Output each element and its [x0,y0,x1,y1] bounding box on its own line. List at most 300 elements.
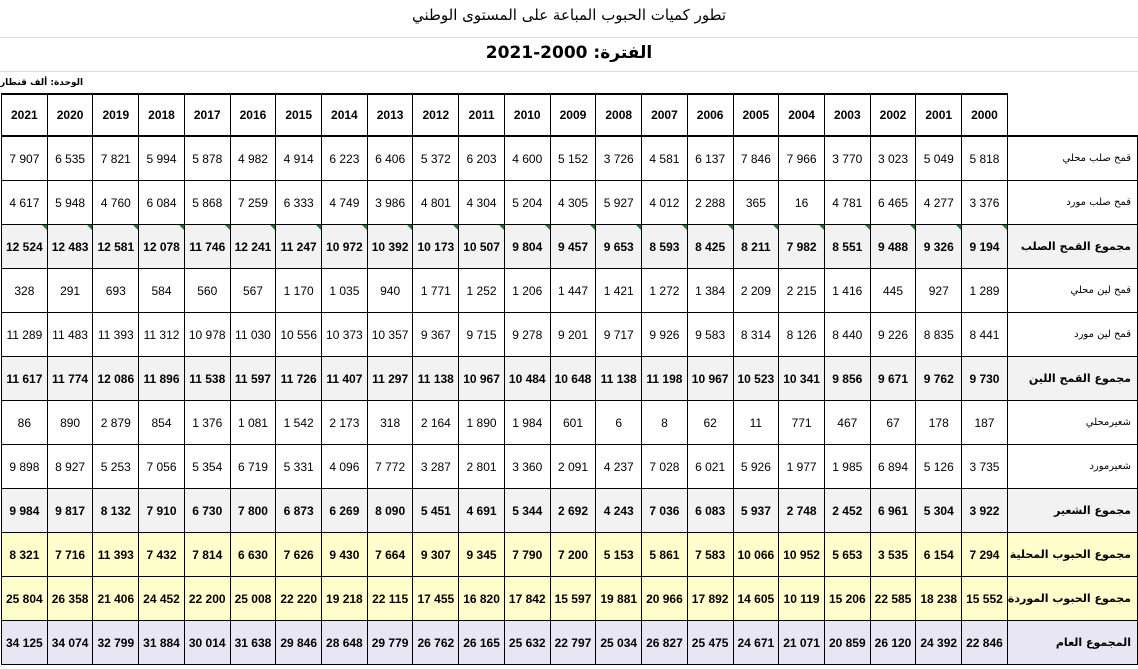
value-cell[interactable]: 6 154 [916,533,962,577]
value-cell[interactable]: 25 475 [687,621,733,665]
value-cell[interactable]: 8 440 [824,313,870,357]
value-cell[interactable]: 7 716 [47,533,93,577]
value-cell[interactable]: 8 835 [916,313,962,357]
value-cell[interactable]: 9 488 [870,225,916,269]
value-cell[interactable]: 12 241 [230,225,276,269]
row-label[interactable]: شعيرمورد [1007,445,1137,489]
row-label[interactable]: قمح لين محلي [1007,269,1137,313]
value-cell[interactable]: 9 984 [2,489,48,533]
value-cell[interactable]: 22 797 [550,621,596,665]
value-cell[interactable]: 21 406 [93,577,139,621]
value-cell[interactable]: 5 331 [276,445,322,489]
value-cell[interactable]: 2 452 [824,489,870,533]
value-cell[interactable]: 22 846 [962,621,1008,665]
value-cell[interactable]: 8 211 [733,225,779,269]
value-cell[interactable]: 10 556 [276,313,322,357]
value-cell[interactable]: 19 218 [322,577,368,621]
value-cell[interactable]: 9 653 [596,225,642,269]
error-indicator-icon [407,225,412,230]
value-cell[interactable]: 1 035 [322,269,368,313]
value-cell[interactable]: 4 691 [459,489,505,533]
value-cell[interactable]: 32 799 [93,621,139,665]
value-cell[interactable]: 3 770 [824,136,870,181]
year-header-cell: 2015 [276,94,322,136]
value-cell[interactable]: 22 585 [870,577,916,621]
row-label[interactable]: قمح لين مورد [1007,313,1137,357]
value-cell[interactable]: 15 206 [824,577,870,621]
value-cell[interactable]: 9 345 [459,533,505,577]
value-cell[interactable]: 6 223 [322,136,368,181]
row-label[interactable]: قمح صلب محلي [1007,136,1137,181]
year-header-cell: 2006 [687,94,733,136]
value-cell[interactable]: 7 664 [367,533,413,577]
value-cell[interactable]: 22 200 [184,577,230,621]
value-cell[interactable]: 1 890 [459,401,505,445]
value-cell[interactable]: 29 846 [276,621,322,665]
value-cell[interactable]: 4 237 [596,445,642,489]
value-cell[interactable]: 11 030 [230,313,276,357]
value-cell[interactable]: 601 [550,401,596,445]
value-cell[interactable]: 2 288 [687,181,733,225]
value-cell[interactable]: 6 894 [870,445,916,489]
value-cell[interactable]: 3 986 [367,181,413,225]
value-cell[interactable]: 10 484 [504,357,550,401]
value-cell[interactable]: 10 648 [550,357,596,401]
value-cell[interactable]: 10 066 [733,533,779,577]
value-cell[interactable]: 5 861 [642,533,688,577]
value-cell[interactable]: 4 617 [2,181,48,225]
value-cell[interactable]: 1 977 [779,445,825,489]
value-cell[interactable]: 17 455 [413,577,459,621]
value-cell[interactable]: 9 226 [870,313,916,357]
year-header-cell: 2000 [962,94,1008,136]
table-row [2,136,1138,181]
value-cell[interactable]: 567 [230,269,276,313]
value-cell[interactable]: 11 138 [596,357,642,401]
value-cell[interactable]: 11 617 [2,357,48,401]
value-cell[interactable]: 6 333 [276,181,322,225]
value-cell[interactable]: 24 452 [139,577,185,621]
value-cell[interactable]: 34 125 [2,621,48,665]
value-cell[interactable]: 5 253 [93,445,139,489]
value-cell[interactable]: 3 726 [596,136,642,181]
value-cell[interactable]: 7 200 [550,533,596,577]
row-label[interactable]: قمح صلب مورد [1007,181,1137,225]
value-cell[interactable]: 3 922 [962,489,1008,533]
value-cell[interactable]: 5 152 [550,136,596,181]
value-cell[interactable]: 9 817 [47,489,93,533]
value-cell[interactable]: 9 717 [596,313,642,357]
value-cell[interactable]: 11 774 [47,357,93,401]
value-cell[interactable]: 6 084 [139,181,185,225]
value-cell[interactable]: 4 914 [276,136,322,181]
value-cell[interactable]: 2 801 [459,445,505,489]
row-label[interactable]: المجموع العام [1007,621,1137,665]
row-label[interactable]: مجموع الحبوب المحلية [1007,533,1137,577]
value-cell[interactable]: 187 [962,401,1008,445]
value-cell[interactable]: 25 008 [230,577,276,621]
value-cell[interactable]: 5 451 [413,489,459,533]
value-cell[interactable]: 11 312 [139,313,185,357]
value-cell[interactable]: 1 542 [276,401,322,445]
value-cell[interactable]: 11 746 [184,225,230,269]
value-cell[interactable]: 5 948 [47,181,93,225]
year-header-cell: 2010 [504,94,550,136]
value-cell[interactable]: 5 926 [733,445,779,489]
value-cell[interactable]: 4 012 [642,181,688,225]
value-cell[interactable]: 8 551 [824,225,870,269]
value-cell[interactable]: 9 430 [322,533,368,577]
row-label[interactable]: مجموع القمح الصلب [1007,225,1137,269]
value-cell[interactable]: 6 406 [367,136,413,181]
value-cell[interactable]: 1 081 [230,401,276,445]
value-cell[interactable]: 9 278 [504,313,550,357]
year-header-cell: 2003 [824,94,870,136]
value-cell[interactable]: 8 321 [2,533,48,577]
error-indicator-icon [42,225,47,230]
value-cell[interactable]: 20 966 [642,577,688,621]
value-cell[interactable]: 4 781 [824,181,870,225]
value-cell[interactable]: 11 247 [276,225,322,269]
value-cell[interactable]: 4 304 [459,181,505,225]
value-cell[interactable]: 7 036 [642,489,688,533]
value-cell[interactable]: 6 465 [870,181,916,225]
value-cell[interactable]: 6 137 [687,136,733,181]
year-header-cell: 2011 [459,94,505,136]
value-cell[interactable]: 467 [824,401,870,445]
value-cell[interactable]: 10 967 [459,357,505,401]
value-cell[interactable]: 24 671 [733,621,779,665]
row-label[interactable]: شعيرمحلي [1007,401,1137,445]
value-cell[interactable]: 6 961 [870,489,916,533]
value-cell[interactable]: 6 730 [184,489,230,533]
value-cell[interactable]: 7 846 [733,136,779,181]
value-cell[interactable]: 8 441 [962,313,1008,357]
value-cell[interactable]: 3 535 [870,533,916,577]
value-cell[interactable]: 5 344 [504,489,550,533]
value-cell[interactable]: 26 120 [870,621,916,665]
value-cell[interactable]: 6 269 [322,489,368,533]
year-header-cell: 2001 [916,94,962,136]
value-cell[interactable]: 11 393 [93,313,139,357]
value-cell[interactable]: 3 735 [962,445,1008,489]
value-cell[interactable]: 927 [916,269,962,313]
value-cell[interactable]: 7 982 [779,225,825,269]
value-cell[interactable]: 9 856 [824,357,870,401]
value-cell[interactable]: 9 804 [504,225,550,269]
value-cell[interactable]: 5 653 [824,533,870,577]
value-cell[interactable]: 5 204 [504,181,550,225]
row-label[interactable]: مجموع الحبوب الموردة [1007,577,1137,621]
value-cell[interactable]: 9 762 [916,357,962,401]
value-cell[interactable]: 9 201 [550,313,596,357]
value-cell[interactable]: 5 818 [962,136,1008,181]
value-cell[interactable]: 10 341 [779,357,825,401]
value-cell[interactable]: 4 581 [642,136,688,181]
value-cell[interactable]: 34 074 [47,621,93,665]
value-cell[interactable]: 10 119 [779,577,825,621]
value-cell[interactable]: 560 [184,269,230,313]
value-cell[interactable]: 5 354 [184,445,230,489]
value-cell[interactable]: 10 972 [322,225,368,269]
value-cell[interactable]: 11 407 [322,357,368,401]
value-cell[interactable]: 2 209 [733,269,779,313]
value-cell[interactable]: 62 [687,401,733,445]
value-cell[interactable]: 8 593 [642,225,688,269]
value-cell[interactable]: 8 132 [93,489,139,533]
value-cell[interactable]: 11 393 [93,533,139,577]
value-cell[interactable]: 2 215 [779,269,825,313]
value-cell[interactable]: 3 287 [413,445,459,489]
value-cell[interactable]: 4 305 [550,181,596,225]
value-cell[interactable]: 6 535 [47,136,93,181]
value-cell[interactable]: 3 376 [962,181,1008,225]
value-cell[interactable]: 4 760 [93,181,139,225]
value-cell[interactable]: 2 091 [550,445,596,489]
value-cell[interactable]: 11 726 [276,357,322,401]
value-cell[interactable]: 1 771 [413,269,459,313]
value-cell[interactable]: 1 252 [459,269,505,313]
value-cell[interactable]: 10 952 [779,533,825,577]
table-row [2,445,1138,489]
value-cell[interactable]: 31 638 [230,621,276,665]
table-row [2,313,1138,357]
value-cell[interactable]: 1 170 [276,269,322,313]
value-cell[interactable]: 8 126 [779,313,825,357]
value-cell[interactable]: 17 892 [687,577,733,621]
year-header-cell: 2018 [139,94,185,136]
value-cell[interactable]: 6 873 [276,489,322,533]
value-cell[interactable]: 1 421 [596,269,642,313]
value-cell[interactable]: 6 719 [230,445,276,489]
value-cell[interactable]: 10 357 [367,313,413,357]
year-header-cell: 2013 [367,94,413,136]
value-cell[interactable]: 5 868 [184,181,230,225]
value-cell[interactable]: 9 926 [642,313,688,357]
value-cell[interactable]: 11 138 [413,357,459,401]
value-cell[interactable]: 8 [642,401,688,445]
value-cell[interactable]: 9 326 [916,225,962,269]
value-cell[interactable]: 26 165 [459,621,505,665]
value-cell[interactable]: 2 748 [779,489,825,533]
value-cell[interactable]: 7 814 [184,533,230,577]
year-header-row [2,94,1138,136]
value-cell[interactable]: 11 597 [230,357,276,401]
value-cell[interactable]: 5 994 [139,136,185,181]
value-cell[interactable]: 8 090 [367,489,413,533]
value-cell[interactable]: 9 671 [870,357,916,401]
value-cell[interactable]: 7 056 [139,445,185,489]
value-cell[interactable]: 5 937 [733,489,779,533]
value-cell[interactable]: 10 173 [413,225,459,269]
value-cell[interactable]: 31 884 [139,621,185,665]
value-cell[interactable]: 4 982 [230,136,276,181]
value-cell[interactable]: 11 [733,401,779,445]
value-cell[interactable]: 1 384 [687,269,733,313]
error-indicator-icon [728,225,733,230]
table-row [2,533,1138,577]
value-cell[interactable]: 11 538 [184,357,230,401]
value-cell[interactable]: 5 927 [596,181,642,225]
value-cell[interactable]: 9 583 [687,313,733,357]
value-cell[interactable]: 28 648 [322,621,368,665]
value-cell[interactable]: 18 238 [916,577,962,621]
value-cell[interactable]: 1 985 [824,445,870,489]
value-cell[interactable]: 9 194 [962,225,1008,269]
value-cell[interactable]: 12 086 [93,357,139,401]
value-cell[interactable]: 693 [93,269,139,313]
value-cell[interactable]: 1 984 [504,401,550,445]
value-cell[interactable]: 1 206 [504,269,550,313]
value-cell[interactable]: 854 [139,401,185,445]
table-row [2,621,1138,665]
value-cell[interactable]: 15 597 [550,577,596,621]
value-cell[interactable]: 10 507 [459,225,505,269]
value-cell[interactable]: 5 049 [916,136,962,181]
value-cell[interactable]: 16 [779,181,825,225]
value-cell[interactable]: 24 392 [916,621,962,665]
value-cell[interactable]: 15 552 [962,577,1008,621]
value-cell[interactable]: 67 [870,401,916,445]
value-cell[interactable]: 10 523 [733,357,779,401]
value-cell[interactable]: 86 [2,401,48,445]
value-cell[interactable]: 12 581 [93,225,139,269]
value-cell[interactable]: 7 800 [230,489,276,533]
value-cell[interactable]: 20 859 [824,621,870,665]
value-cell[interactable]: 21 071 [779,621,825,665]
error-indicator-icon [910,225,915,230]
value-cell[interactable]: 2 692 [550,489,596,533]
value-cell[interactable]: 22 220 [276,577,322,621]
value-cell[interactable]: 17 842 [504,577,550,621]
value-cell[interactable]: 3 023 [870,136,916,181]
value-cell[interactable]: 2 173 [322,401,368,445]
value-cell[interactable]: 365 [733,181,779,225]
value-cell[interactable]: 5 372 [413,136,459,181]
value-cell[interactable]: 7 028 [642,445,688,489]
value-cell[interactable]: 3 360 [504,445,550,489]
value-cell[interactable]: 11 896 [139,357,185,401]
value-cell[interactable]: 4 600 [504,136,550,181]
value-cell[interactable]: 26 358 [47,577,93,621]
value-cell[interactable]: 445 [870,269,916,313]
value-cell[interactable]: 328 [2,269,48,313]
value-cell[interactable]: 29 779 [367,621,413,665]
value-cell[interactable]: 5 153 [596,533,642,577]
value-cell[interactable]: 6 [596,401,642,445]
value-cell[interactable]: 9 898 [2,445,48,489]
value-cell[interactable]: 22 115 [367,577,413,621]
value-cell[interactable]: 4 096 [322,445,368,489]
value-cell[interactable]: 6 021 [687,445,733,489]
value-cell[interactable]: 11 289 [2,313,48,357]
value-cell[interactable]: 6 630 [230,533,276,577]
value-cell[interactable]: 4 801 [413,181,459,225]
value-cell[interactable]: 7 790 [504,533,550,577]
value-cell[interactable]: 9 307 [413,533,459,577]
value-cell[interactable]: 10 392 [367,225,413,269]
value-cell[interactable]: 8 927 [47,445,93,489]
value-cell[interactable]: 25 632 [504,621,550,665]
row-label[interactable]: مجموع القمح اللين [1007,357,1137,401]
value-cell[interactable]: 584 [139,269,185,313]
value-cell[interactable]: 7 626 [276,533,322,577]
table-row [2,181,1138,225]
value-cell[interactable]: 14 605 [733,577,779,621]
value-cell[interactable]: 12 483 [47,225,93,269]
value-cell[interactable]: 7 907 [2,136,48,181]
value-cell[interactable]: 11 297 [367,357,413,401]
value-cell[interactable]: 4 277 [916,181,962,225]
year-header-cell: 2012 [413,94,459,136]
value-cell[interactable]: 16 820 [459,577,505,621]
value-cell[interactable]: 11 483 [47,313,93,357]
value-cell[interactable]: 7 821 [93,136,139,181]
value-cell[interactable]: 7 432 [139,533,185,577]
value-cell[interactable]: 10 967 [687,357,733,401]
value-cell[interactable]: 7 294 [962,533,1008,577]
value-cell[interactable]: 8 425 [687,225,733,269]
value-cell[interactable]: 30 014 [184,621,230,665]
value-cell[interactable]: 1 289 [962,269,1008,313]
value-cell[interactable]: 9 367 [413,313,459,357]
value-cell[interactable]: 6 083 [687,489,733,533]
value-cell[interactable]: 26 762 [413,621,459,665]
value-cell[interactable]: 7 910 [139,489,185,533]
value-cell[interactable]: 10 373 [322,313,368,357]
value-cell[interactable]: 7 259 [230,181,276,225]
value-cell[interactable]: 771 [779,401,825,445]
value-cell[interactable]: 25 804 [2,577,48,621]
value-cell[interactable]: 5 126 [916,445,962,489]
value-cell[interactable]: 12 078 [139,225,185,269]
value-cell[interactable]: 1 416 [824,269,870,313]
value-cell[interactable]: 26 827 [642,621,688,665]
value-cell[interactable]: 890 [47,401,93,445]
value-cell[interactable]: 12 524 [2,225,48,269]
value-cell[interactable]: 1 272 [642,269,688,313]
period-label: الفترة: 2000-2021 [485,43,653,63]
value-cell[interactable]: 2 879 [93,401,139,445]
value-cell[interactable]: 8 314 [733,313,779,357]
value-cell[interactable]: 1 447 [550,269,596,313]
value-cell[interactable]: 25 034 [596,621,642,665]
value-cell[interactable]: 9 457 [550,225,596,269]
value-cell[interactable]: 1 376 [184,401,230,445]
value-cell[interactable]: 7 772 [367,445,413,489]
value-cell[interactable]: 291 [47,269,93,313]
value-cell[interactable]: 940 [367,269,413,313]
value-cell[interactable]: 9 730 [962,357,1008,401]
value-cell[interactable]: 2 164 [413,401,459,445]
value-cell[interactable]: 9 715 [459,313,505,357]
value-cell[interactable]: 318 [367,401,413,445]
value-cell[interactable]: 4 243 [596,489,642,533]
error-indicator-icon [545,225,550,230]
value-cell[interactable]: 19 881 [596,577,642,621]
value-cell[interactable]: 7 583 [687,533,733,577]
value-cell[interactable]: 5 878 [184,136,230,181]
row-label[interactable]: مجموع الشعير [1007,489,1137,533]
value-cell[interactable]: 10 978 [184,313,230,357]
value-cell[interactable]: 178 [916,401,962,445]
value-cell[interactable]: 11 198 [642,357,688,401]
value-cell[interactable]: 5 304 [916,489,962,533]
value-cell[interactable]: 6 203 [459,136,505,181]
value-cell[interactable]: 4 749 [322,181,368,225]
value-cell[interactable]: 7 966 [779,136,825,181]
table-row [2,357,1138,401]
